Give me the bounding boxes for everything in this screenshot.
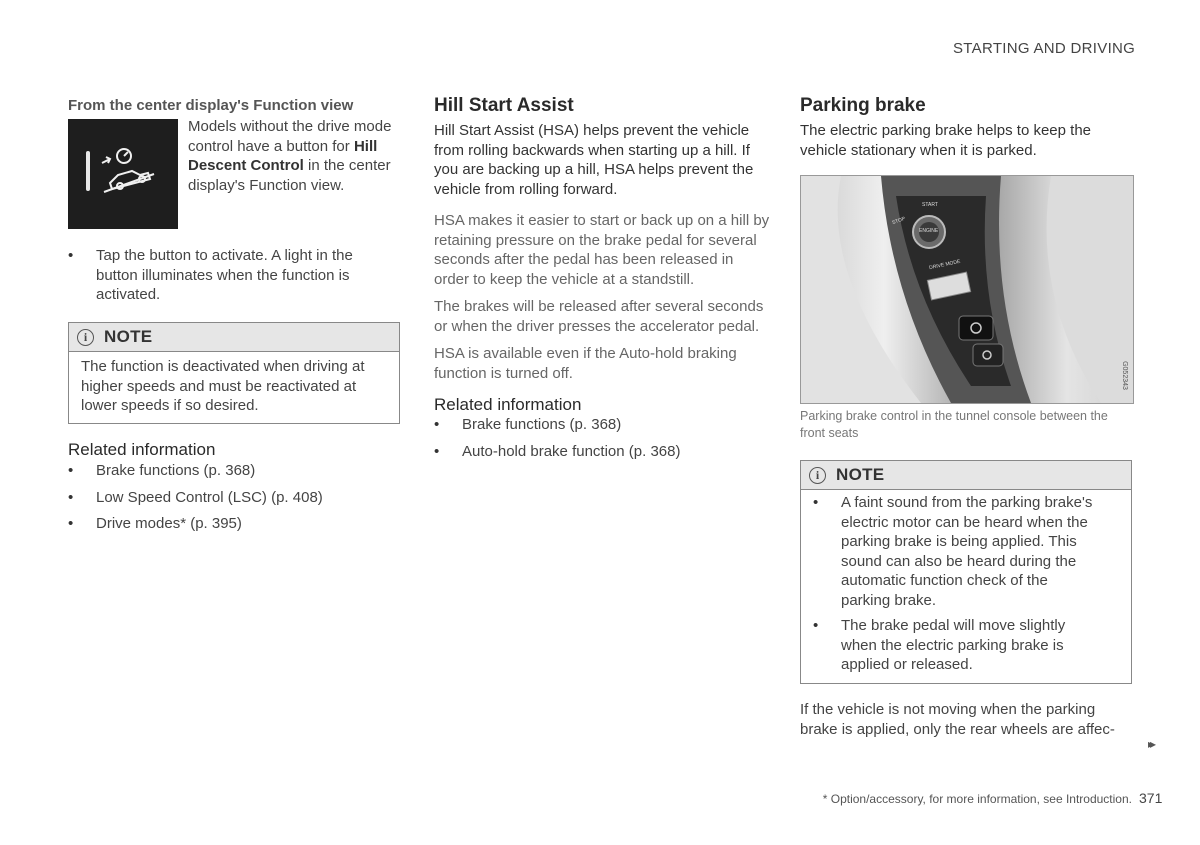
note-text: The function is deactivated when driving at higher speeds and must be reactivated at lower speeds if so desired. [81, 358, 365, 414]
related-link[interactable]: • Drive modes* (p. 395) [68, 514, 400, 534]
note-header [801, 461, 1131, 490]
column-3 [800, 95, 1134, 160]
parking-brake-photo [800, 175, 1134, 404]
page-number: 371 [1139, 790, 1163, 806]
stop-label: STOP [891, 215, 907, 227]
note-title: NOTE [104, 327, 153, 346]
note-title: NOTE [836, 465, 885, 484]
engine-label: ENGINE [919, 228, 939, 234]
hsa-paragraph-1: HSA makes it easier to start or back up on a hill by retaining pressure on the brake pedal for several seconds after the pedal has been released in order to keep the vehicle at a standstill. [434, 212, 770, 288]
footnote: * Option/accessory, for more information, see Introduction. [822, 792, 1132, 806]
related-link[interactable]: • Low Speed Control (LSC) (p. 408) [68, 488, 400, 508]
intro-text-1: Models without the drive mode control have a button for [188, 118, 392, 155]
info-icon: i [77, 329, 94, 346]
related-link[interactable]: • Auto-hold brake function (p. 368) [434, 442, 770, 462]
section-header: STARTING AND DRIVING [953, 40, 1136, 57]
parking-brake-heading: Parking brake [800, 95, 926, 116]
related-heading: Related information [434, 395, 582, 414]
info-icon: i [809, 467, 826, 484]
column-1 [68, 97, 400, 303]
start-label: START [922, 202, 938, 208]
photo-caption: Parking brake control in the tunnel console between the front seats [800, 409, 1108, 440]
drive-mode-label: DRIVE MODE [928, 258, 961, 272]
note-item: • A faint sound from the parking brake's electric motor can be heard when the parking brake is being applied. This sound can also be heard during the automatic function check of the parking brake. [813, 493, 1095, 610]
hill-descent-intro [188, 117, 404, 195]
tunnel-console-illustration [801, 176, 1133, 403]
activate-instruction: • Tap the button to activate. A light in the button illuminates when the function is activated. [68, 246, 396, 305]
related-link[interactable]: • Brake functions (p. 368) [68, 461, 400, 481]
function-view-heading: From the center display's Function view [68, 97, 354, 114]
related-info-1 [68, 440, 400, 534]
parking-brake-continuation: If the vehicle is not moving when the parking brake is applied, only the rear wheels are affec- [800, 701, 1115, 738]
hill-start-assist-heading: Hill Start Assist [434, 95, 574, 116]
hsa-paragraph-3: HSA is available even if the Auto-hold braking function is turned off. [434, 345, 737, 382]
column-2 [434, 95, 770, 461]
related-link[interactable]: • Brake functions (p. 368) [434, 415, 770, 435]
hill-descent-control-label: Hill Descent Control [188, 137, 378, 174]
note-item: • The brake pedal will move slightly when the electric parking brake is applied or released. [813, 616, 1095, 675]
hill-descent-button-image [68, 119, 178, 229]
related-heading: Related information [68, 440, 216, 459]
note-box-2 [800, 460, 1132, 684]
note-box-1 [68, 322, 400, 424]
image-code: G052343 [1121, 361, 1129, 390]
parking-brake-intro: The electric parking brake helps to keep the vehicle stationary when it is parked. [800, 122, 1091, 159]
intro-text-2: in the center display's Function view. [188, 157, 391, 194]
double-arrow-right-icon: ▸▸ [1148, 737, 1153, 751]
note-header [69, 323, 399, 352]
hsa-intro: Hill Start Assist (HSA) helps prevent the vehicle from rolling backwards when starting up a hill. If you are backing up a hill, HSA helps prevent the vehicle from rolling forward. [434, 122, 754, 198]
hill-descent-icon [68, 119, 178, 229]
hsa-paragraph-2: The brakes will be released after several seconds or when the driver presses the accelerator pedal. [434, 298, 764, 335]
